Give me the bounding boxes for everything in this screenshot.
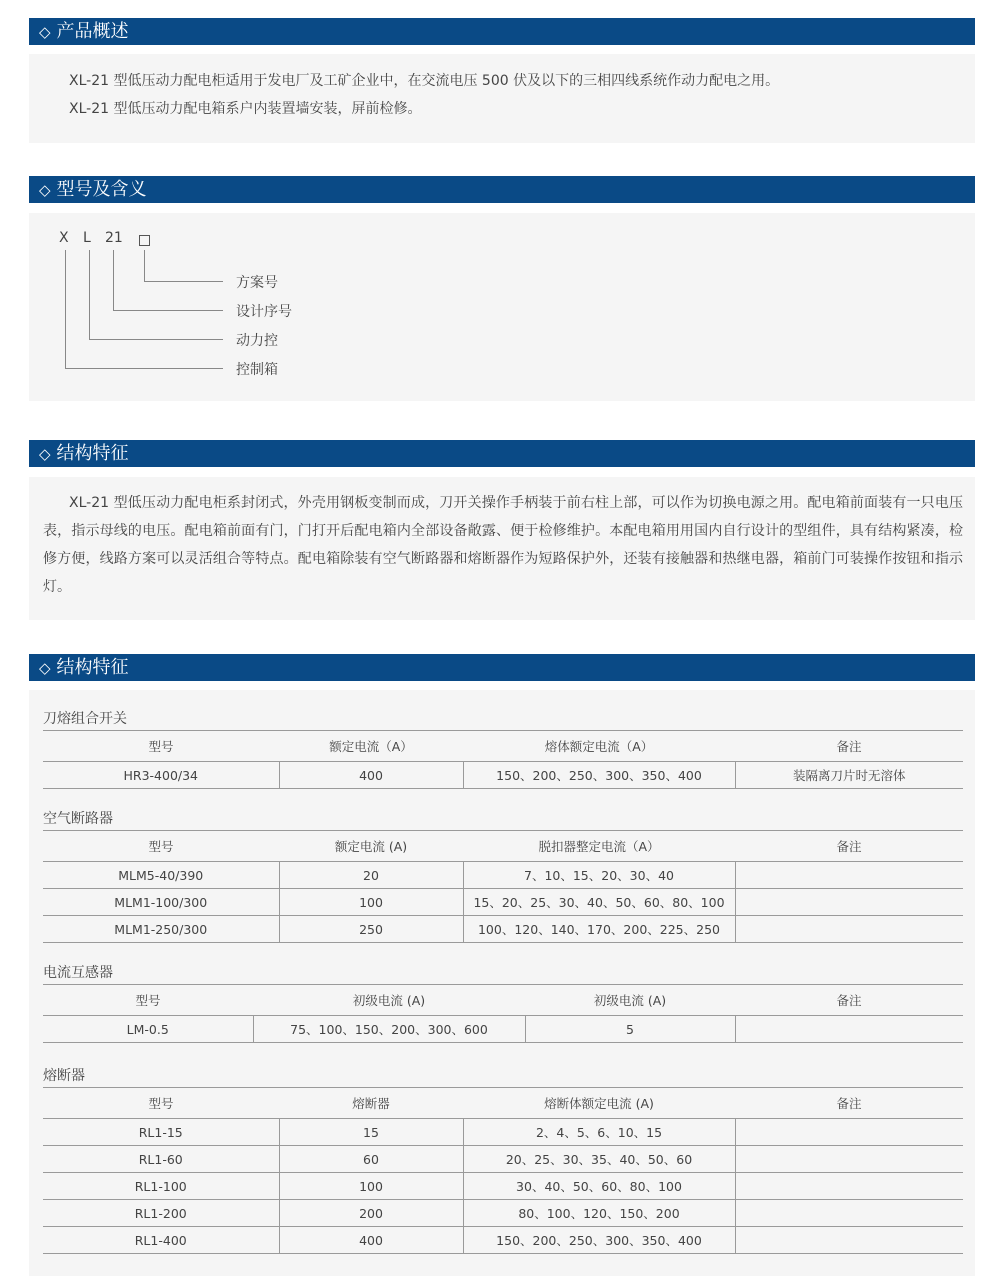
table-row	[43, 1119, 963, 1146]
cell-model: RL1-100	[43, 1173, 279, 1200]
code-l: L	[83, 230, 91, 246]
cell-fuse: 100	[279, 1173, 463, 1200]
cell-trip-current: 15、20、25、30、40、50、60、80、100	[463, 889, 735, 916]
column-header: 熔断体额定电流 (A)	[463, 1088, 735, 1119]
section-title: 结构特征	[56, 657, 129, 678]
cell-fuse: 400	[279, 1227, 463, 1254]
cell-fuse: 60	[279, 1146, 463, 1173]
cell-remark: 装隔离刀片时无溶体	[735, 762, 963, 789]
model-diagram-panel	[29, 213, 975, 401]
cell-remark	[735, 1016, 963, 1043]
cell-model: RL1-400	[43, 1227, 279, 1254]
column-header: 备注	[735, 831, 963, 862]
cell-fuse-current: 20、25、30、35、40、50、60	[463, 1146, 735, 1173]
diagram-line	[65, 368, 223, 369]
cell-model: RL1-15	[43, 1119, 279, 1146]
diamond-icon: ◇	[39, 23, 51, 41]
overview-panel	[29, 54, 975, 143]
cell-trip-current: 100、120、140、170、200、225、250	[463, 916, 735, 943]
section-title: 结构特征	[56, 443, 129, 464]
table-row	[43, 862, 963, 889]
overview-paragraph-2: XL-21 型低压动力配电箱系户内装置墙安装，屏前检修。	[69, 101, 422, 117]
cell-fuse-current: 150、200、250、300、350、400	[463, 1227, 735, 1254]
code-21: 21	[105, 230, 123, 246]
cell-primary-current: 75、100、150、200、300、600	[253, 1016, 525, 1043]
table-title: 电流互感器	[43, 965, 113, 981]
cell-fuse: 15	[279, 1119, 463, 1146]
structure-panel	[29, 477, 975, 620]
code-x: X	[59, 230, 69, 246]
section-title: 型号及含义	[56, 179, 147, 200]
column-header: 备注	[735, 1088, 963, 1119]
table-title: 熔断器	[43, 1068, 85, 1084]
diamond-icon: ◇	[39, 181, 51, 199]
column-header: 型号	[43, 1088, 279, 1119]
column-header: 初级电流 (A)	[253, 985, 525, 1016]
table-row	[43, 889, 963, 916]
section-header-structure	[29, 440, 975, 467]
column-header: 额定电流 (A)	[279, 831, 463, 862]
section-header-overview	[29, 18, 975, 45]
cell-fuse-current: 80、100、120、150、200	[463, 1200, 735, 1227]
cell-fuse-current: 2、4、5、6、10、15	[463, 1119, 735, 1146]
cell-fuse-current: 30、40、50、60、80、100	[463, 1173, 735, 1200]
cell-rated-current: 20	[279, 862, 463, 889]
table-row	[43, 916, 963, 943]
cell-model: RL1-200	[43, 1200, 279, 1227]
diagram-line	[113, 250, 114, 310]
column-header: 额定电流（A）	[279, 731, 463, 762]
cell-rated-current: 400	[279, 762, 463, 789]
overview-paragraph-1: XL-21 型低压动力配电柜适用于发电厂及工矿企业中，在交流电压 500 伏及以下的三相四线系统作动力配电之用。	[69, 73, 780, 89]
fuse-table	[43, 1087, 963, 1254]
cell-model: HR3-400/34	[43, 762, 279, 789]
label-design-serial: 设计序号	[236, 304, 292, 320]
cell-model: MLM1-100/300	[43, 889, 279, 916]
column-header: 型号	[43, 831, 279, 862]
cell-remark	[735, 1119, 963, 1146]
diagram-line	[144, 281, 223, 282]
column-header: 型号	[43, 731, 279, 762]
knife-fuse-switch-table	[43, 730, 963, 789]
column-header: 备注	[735, 731, 963, 762]
diamond-icon: ◇	[39, 445, 51, 463]
cell-primary-current: 5	[525, 1016, 735, 1043]
column-header: 熔断器	[279, 1088, 463, 1119]
cell-fuse-current: 150、200、250、300、350、400	[463, 762, 735, 789]
section-title: 产品概述	[56, 21, 129, 42]
diagram-line	[89, 339, 223, 340]
cell-model: MLM5-40/390	[43, 862, 279, 889]
section-header-model	[29, 176, 975, 203]
diamond-icon: ◇	[39, 659, 51, 677]
cell-remark	[735, 862, 963, 889]
table-row	[43, 1016, 963, 1043]
column-header: 备注	[735, 985, 963, 1016]
table-row	[43, 1146, 963, 1173]
column-header: 脱扣器整定电流（A）	[463, 831, 735, 862]
table-row	[43, 762, 963, 789]
column-header: 型号	[43, 985, 253, 1016]
structure-paragraph: XL-21 型低压动力配电柜系封闭式，外壳用钢板变制而成，刀开关操作手柄装于前右柱上部，可以作为切换电源之用。配电箱前面装有一只电压表，指示母线的电压。配电箱前面有门，门打开后配电箱内全部设备敞露、便于检修维护。本配电箱用用国内自行设计的型组件，具有结构紧凑，检修方便，线路方案可以灵活组合等特点。配电箱除装有空气断路器和熔断器作为短路保护外，还装有接触器和热继电器，箱前门可装操作按钮和指示灯。	[43, 495, 963, 595]
column-header: 初级电流 (A)	[525, 985, 735, 1016]
cell-rated-current: 250	[279, 916, 463, 943]
table-row	[43, 1227, 963, 1254]
cell-fuse: 200	[279, 1200, 463, 1227]
diagram-line	[89, 250, 90, 339]
cell-remark	[735, 1146, 963, 1173]
label-control-box: 控制箱	[236, 362, 278, 378]
current-transformer-table	[43, 984, 963, 1043]
cell-model: MLM1-250/300	[43, 916, 279, 943]
cell-remark	[735, 916, 963, 943]
table-title: 空气断路器	[43, 811, 113, 827]
column-header: 熔体额定电流（A）	[463, 731, 735, 762]
cell-remark	[735, 1173, 963, 1200]
air-breaker-table	[43, 830, 963, 943]
label-scheme: 方案号	[236, 275, 278, 291]
placeholder-square	[139, 235, 150, 246]
label-power: 动力控	[236, 333, 278, 349]
diagram-line	[144, 250, 145, 281]
cell-trip-current: 7、10、15、20、30、40	[463, 862, 735, 889]
diagram-line	[65, 250, 66, 368]
cell-remark	[735, 1227, 963, 1254]
components-panel	[29, 690, 975, 1276]
cell-remark	[735, 889, 963, 916]
table-row	[43, 1200, 963, 1227]
cell-rated-current: 100	[279, 889, 463, 916]
diagram-line	[113, 310, 223, 311]
table-row	[43, 1173, 963, 1200]
cell-model: LM-0.5	[43, 1016, 253, 1043]
cell-remark	[735, 1200, 963, 1227]
table-title: 刀熔组合开关	[43, 711, 127, 727]
cell-model: RL1-60	[43, 1146, 279, 1173]
section-header-components	[29, 654, 975, 681]
